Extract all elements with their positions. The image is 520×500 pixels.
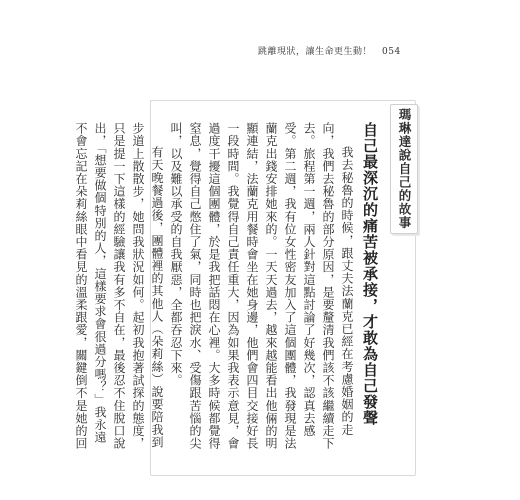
running-header bbox=[258, 44, 401, 57]
body-paragraph: 有天晚餐過後，團體裡的其他人（朵莉絲）說要陪我到步道上散散步，她問我狀況如何。起初我抱著試探的態度，只是提一下這樣的經驗讓我有多不自在，最後忍不住脫口說出，「想要做個特別的人，這樣要求會很過分嗎？」我永遠不會忘記在朵莉絲眼中看見的溫柔跟愛，關鍵倒不是她的回 bbox=[74, 122, 164, 450]
header-title: 跳離現狀，讓生命更生動！ bbox=[258, 47, 373, 57]
page-number: 054 bbox=[382, 47, 401, 57]
frame-divider bbox=[150, 100, 370, 101]
series-tag-label: 瑪琳達說自己的故事 bbox=[397, 108, 412, 230]
body-text bbox=[71, 122, 356, 452]
body-paragraph: 我去秘魯的時候，跟丈夫法蘭克已經在考慮婚姻的走向，我們去秘魯的部分原因，是要釐清我們該不該繼續走下去。旅程第一週，兩人針對這點討論了好幾次，認真去感受。第二週，我有位女性密友加入了這個團體，我發現是法蘭克出錢安排她來的。一天天過去，越來越能看出他倆的明顯連結，法蘭克用餐時會坐在她身邊，他們會四目交接好長一段時間。我覺得自己責任重大，因為如果我表示意見，會過度干擾這個團體，於是我把話悶在心裡。大多時候都覺得窒息，覺得自己憋住了氣，同時也把淚水、受傷跟苦惱的尖叫，以及難以承受的自我厭惡，全都吞忍下來。 bbox=[169, 122, 354, 450]
series-tag bbox=[390, 104, 418, 234]
section-title: 自己最深沉的痛苦被承接，才敢為自己發聲 bbox=[361, 122, 379, 426]
